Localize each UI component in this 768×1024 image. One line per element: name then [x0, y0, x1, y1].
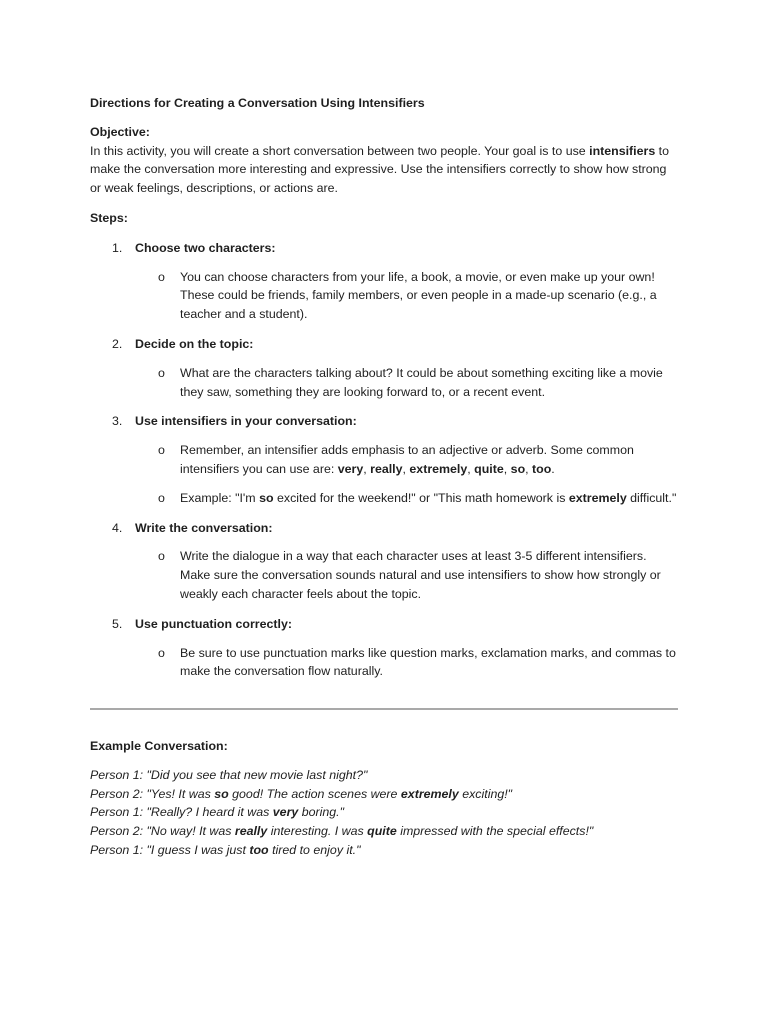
intensifier-word: very	[272, 805, 299, 820]
document-title: Directions for Creating a Conversation Using Intensifiers	[90, 96, 425, 110]
subpoint-text: ,	[503, 461, 511, 476]
step-item	[90, 412, 680, 431]
step-subpoint	[90, 268, 680, 324]
conversation-text: impressed with the special effects!"	[396, 824, 594, 839]
subpoint-text: Example: "I'm	[180, 490, 260, 505]
subpoint-text: What are the characters talking about? It could be about something exciting like a movie they saw, something they are looking forward to, or a recent event.	[180, 365, 663, 399]
conversation-line	[90, 822, 680, 841]
step-number: 2.	[112, 336, 123, 351]
bullet-marker: o	[158, 269, 165, 284]
conversation-text: Person 1: "Did you see that new movie last night?"	[90, 767, 368, 782]
conversation-text: Person 2: "No way! It was	[90, 824, 235, 839]
intensifier-word: really	[234, 824, 268, 839]
conversation-text: interesting. I was	[267, 824, 368, 839]
conversation-line	[90, 785, 680, 804]
step-item	[90, 335, 680, 354]
step-number: 1.	[112, 240, 123, 255]
bullet-marker: o	[158, 490, 165, 505]
conversation-text: Person 1: "I guess I was just	[90, 842, 250, 857]
document-body	[90, 94, 680, 681]
conversation-line	[90, 766, 680, 785]
conversation-text: good! The action scenes were	[228, 786, 401, 801]
conversation-text: Person 2: "Yes! It was	[90, 786, 215, 801]
intensifier-word: very	[337, 461, 364, 476]
horizontal-divider	[90, 708, 678, 710]
step-title: Write the conversation:	[135, 520, 273, 535]
intensifier-word: so	[510, 461, 526, 476]
intensifier-word: too	[249, 842, 269, 857]
bullet-marker: o	[158, 443, 165, 458]
intensifier-word: extremely	[400, 786, 459, 801]
subpoint-text: ,	[402, 461, 410, 476]
step-title: Choose two characters:	[135, 240, 276, 255]
steps-heading: Steps:	[90, 210, 128, 225]
step-item	[90, 239, 680, 258]
subpoint-text: difficult."	[626, 490, 677, 505]
bullet-marker: o	[158, 549, 165, 564]
subpoint-text: Be sure to use punctuation marks like question marks, exclamation marks, and commas to make the conversation flow naturally.	[180, 645, 676, 679]
conversation-text: Person 1: "Really? I heard it was	[90, 805, 273, 820]
objective-text	[90, 142, 680, 198]
objective-text-part: In this activity, you will create a short conversation between two people. Your goal is to use	[90, 143, 590, 158]
example-heading: Example Conversation:	[90, 739, 228, 753]
intensifier-word: really	[370, 461, 403, 476]
step-number: 4.	[112, 520, 123, 535]
intensifier-word: quite	[367, 824, 397, 839]
conversation-text: exciting!"	[458, 786, 513, 801]
subpoint-text: You can choose characters from your life, a book, a movie, or even make up your own! These could be friends, family members, or even people in a made-up scenario (e.g., a teacher and a student).	[180, 269, 657, 322]
step-subpoint	[90, 441, 680, 479]
subpoint-text: ,	[467, 461, 475, 476]
bullet-marker: o	[158, 365, 165, 380]
subpoint-text: Write the dialogue in a way that each character uses at least 3-5 different intensifiers. Make sure the conversation sounds natural and use intensifiers to show how strongly or weakly each character feels about the topic.	[180, 549, 661, 601]
intensifier-word: extremely	[409, 461, 468, 476]
subpoint-text: ,	[363, 461, 371, 476]
subpoint-text: ,	[525, 461, 533, 476]
subpoint-text: .	[551, 461, 555, 476]
step-subpoint	[90, 547, 680, 603]
intensifier-word: quite	[474, 461, 504, 476]
objective-bold-term: intensifiers	[589, 143, 656, 158]
conversation-text: boring."	[298, 805, 345, 820]
example-conversation	[90, 766, 680, 860]
bullet-marker: o	[158, 645, 165, 660]
step-number: 3.	[112, 414, 123, 429]
conversation-text: tired to enjoy it."	[268, 842, 361, 857]
step-item	[90, 519, 680, 538]
subpoint-text: Remember, an intensifier adds emphasis to an adjective or adverb. Some common intensifiers you can use are:	[180, 443, 634, 476]
step-title: Use punctuation correctly:	[135, 616, 292, 631]
step-subpoint	[90, 489, 680, 508]
step-title: Use intensifiers in your conversation:	[135, 414, 357, 429]
intensifier-word: too	[532, 461, 552, 476]
step-number: 5.	[112, 616, 123, 631]
step-subpoint	[90, 644, 680, 682]
example-section	[90, 737, 680, 860]
objective-text-part: to make the conversation more interesting and expressive. Use the intensifiers correctly to show how strong or weak feelings, descriptions, or actions are.	[90, 143, 670, 196]
intensifier-word: so	[259, 490, 274, 505]
step-item	[90, 615, 680, 634]
subpoint-text: excited for the weekend!" or "This math homework is	[273, 490, 569, 505]
step-subpoint	[90, 364, 680, 402]
conversation-line	[90, 841, 680, 860]
objective-heading: Objective:	[90, 124, 150, 139]
intensifier-word: so	[214, 786, 229, 801]
intensifier-word: extremely	[568, 490, 627, 505]
steps-list	[90, 239, 680, 681]
conversation-line	[90, 803, 680, 822]
step-title: Decide on the topic:	[135, 336, 254, 351]
